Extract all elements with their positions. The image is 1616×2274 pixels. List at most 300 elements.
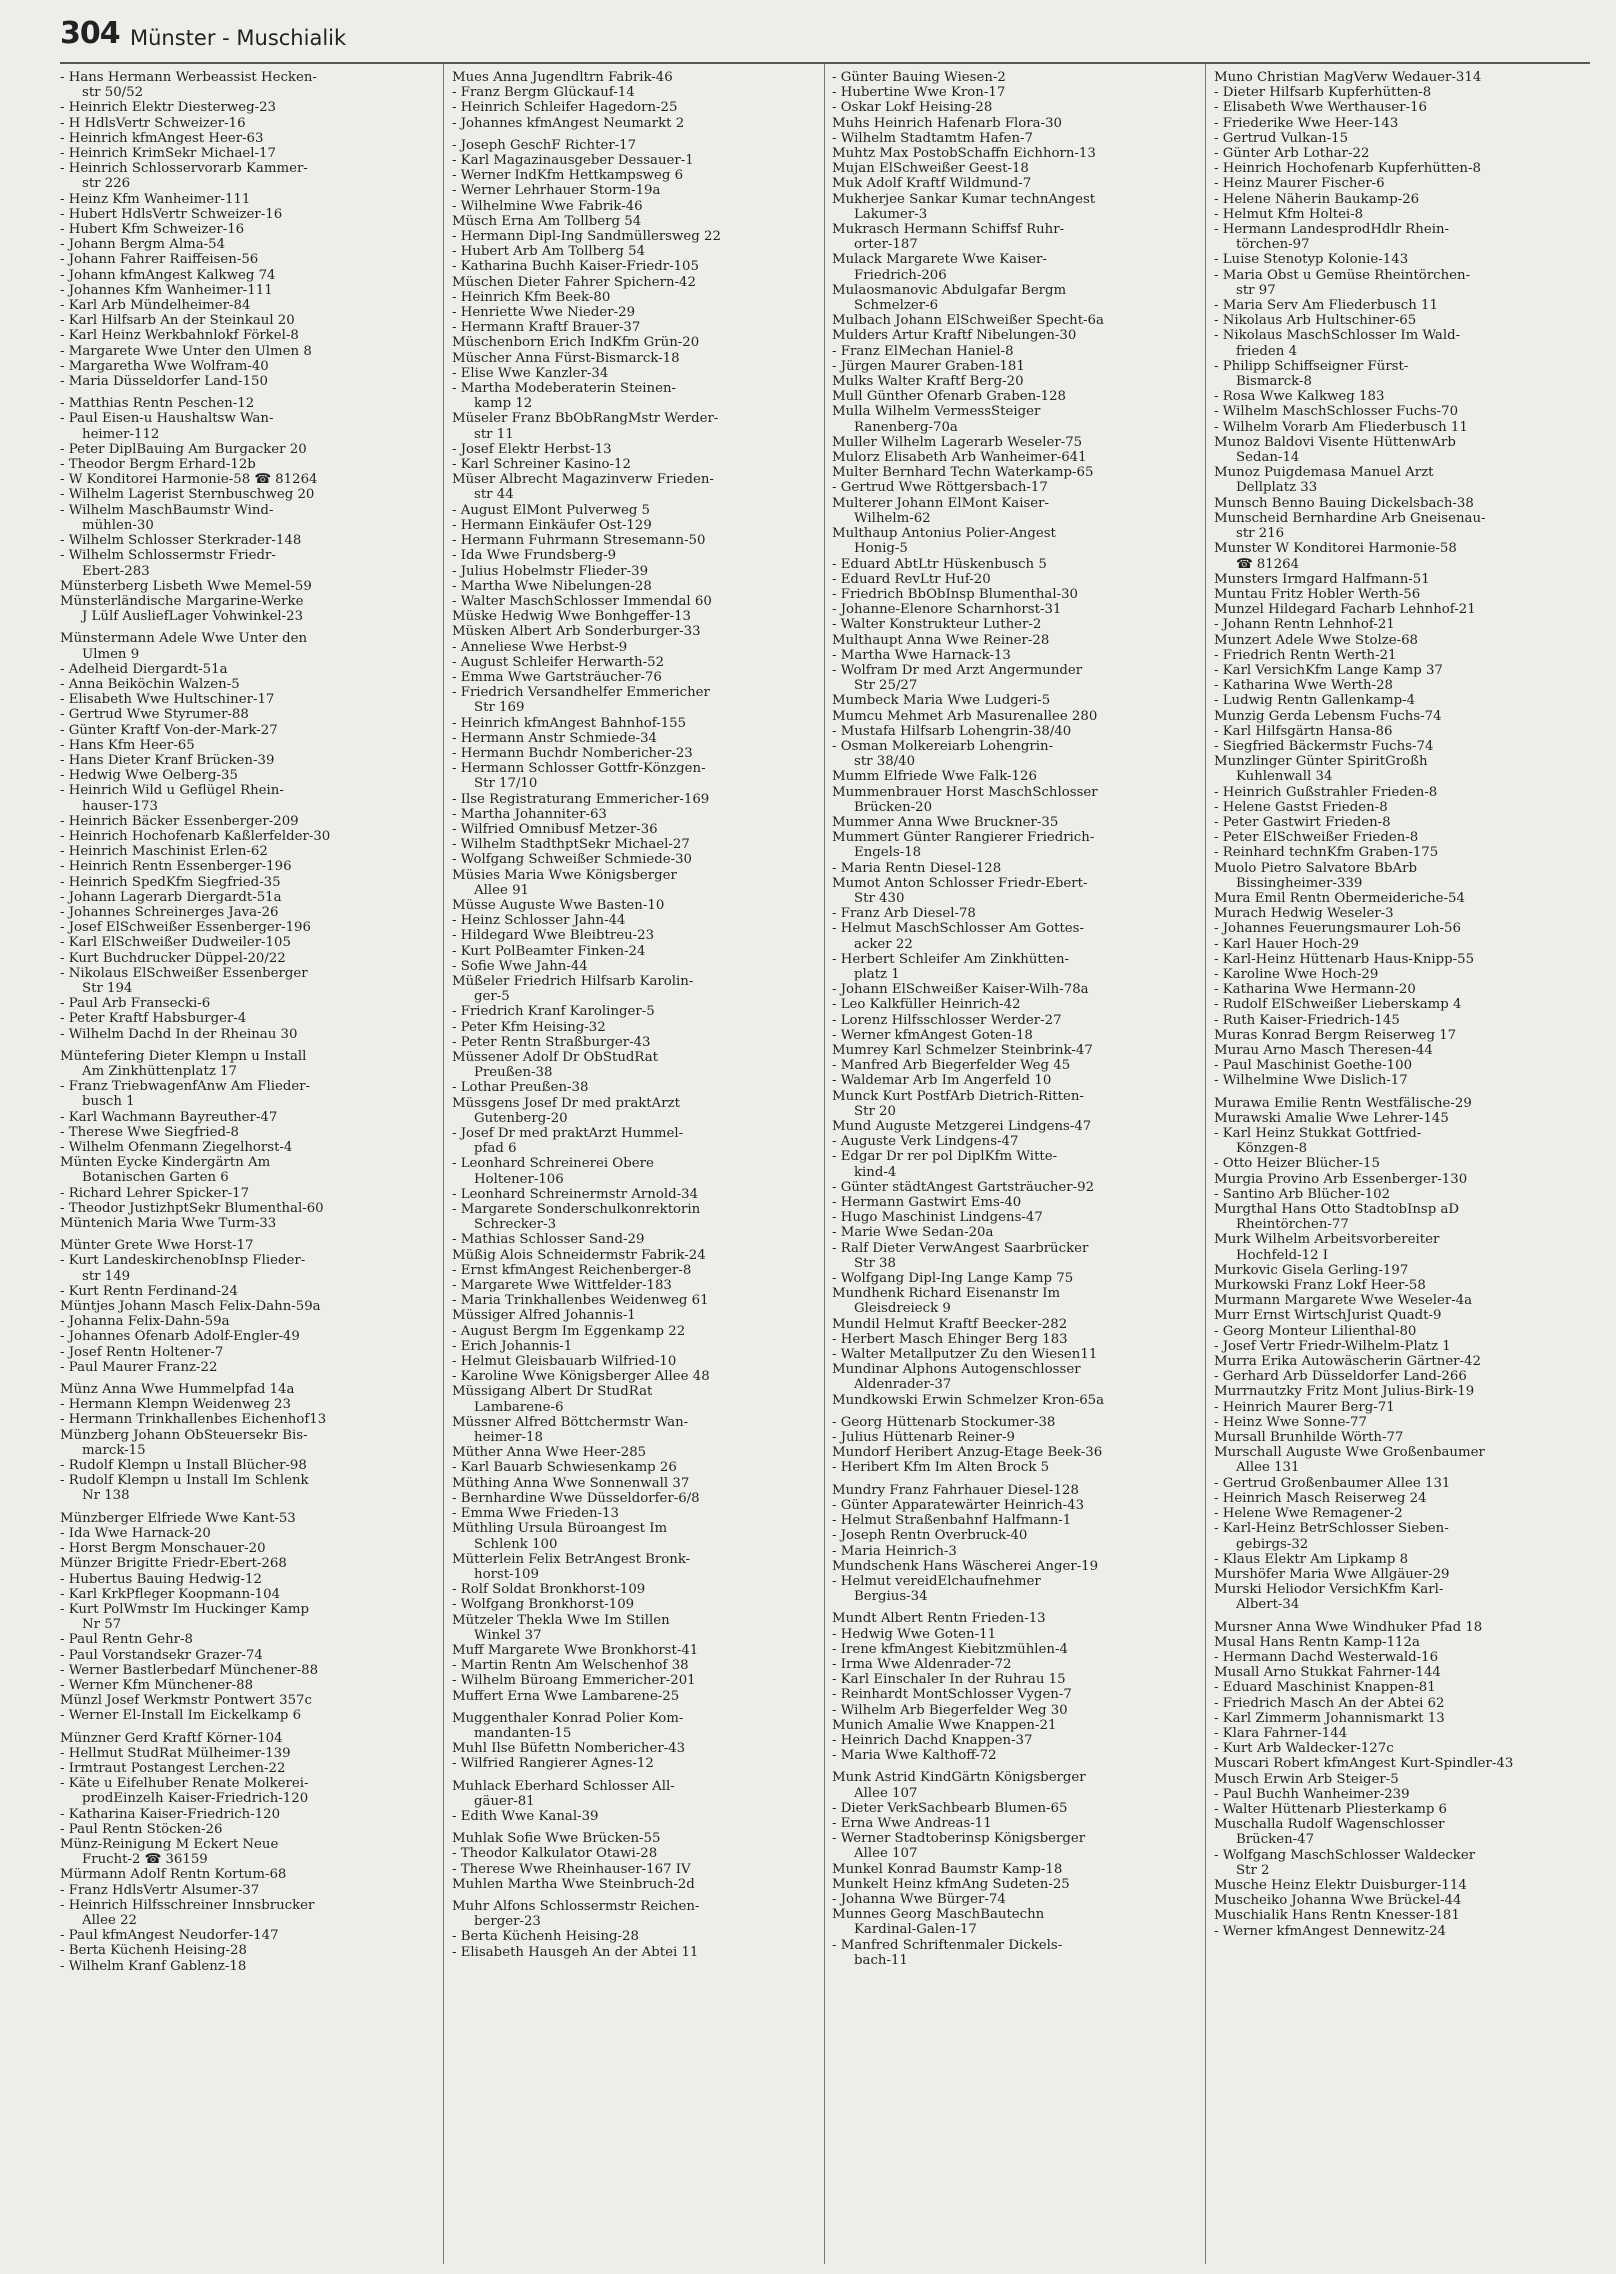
directory-entry: - Elise Wwe Kanzler-34 xyxy=(452,365,609,381)
directory-entry: Munoz Puigdemasa Manuel Arzt xyxy=(1214,465,1434,481)
directory-entry: - Karl Einschaler In der Ruhrau 15 xyxy=(832,1672,1066,1688)
directory-entry: Muffert Erna Wwe Lambarene-25 xyxy=(452,1688,680,1704)
directory-entry-continuation: pfad 6 xyxy=(474,1141,517,1157)
directory-entry: Müssgens Josef Dr med praktArzt xyxy=(452,1095,680,1111)
directory-entry: Muhlak Sofie Wwe Brücken-55 xyxy=(452,1831,661,1847)
directory-entry: - Bernhardine Wwe Düsseldorfer-6/8 xyxy=(452,1490,700,1506)
directory-entry: Müscher Anna Fürst-Bismarck-18 xyxy=(452,350,680,366)
directory-entry: Murau Arno Masch Theresen-44 xyxy=(1214,1043,1433,1058)
directory-entry: Murach Hedwig Weseler-3 xyxy=(1214,906,1394,922)
directory-entry-continuation: Preußen-38 xyxy=(474,1065,553,1081)
directory-entry: - Georg Hüttenarb Stockumer-38 xyxy=(832,1414,1056,1430)
directory-entry-continuation: Allee 131 xyxy=(1236,1460,1300,1476)
directory-entry: - Siegfried Bäckermstr Fuchs-74 xyxy=(1214,738,1434,754)
directory-entry: - Karl-Heinz Hüttenarb Haus-Knipp-55 xyxy=(1214,951,1475,967)
directory-entry: - Elisabeth Wwe Hultschiner-17 xyxy=(60,692,275,708)
directory-entry: Müschenborn Erich IndKfm Grün-20 xyxy=(452,335,700,351)
directory-entry: - Heinrich Masch Reiserweg 24 xyxy=(1214,1490,1427,1506)
directory-entry: - Heinrich Elektr Diesterweg-23 xyxy=(60,100,277,116)
directory-entry: Muno Christian MagVerw Wedauer-314 xyxy=(1214,70,1482,85)
directory-entry: - Walter MaschSchlosser Immendal 60 xyxy=(452,593,712,609)
directory-entry: - Franz TriebwagenfAnw Am Flieder- xyxy=(60,1079,311,1095)
directory-entry: Müssner Alfred Böttchermstr Wan- xyxy=(452,1414,689,1430)
directory-entry: - Ilse Registraturang Emmericher-169 xyxy=(452,791,710,807)
directory-entry: Mumbeck Maria Wwe Ludgeri-5 xyxy=(832,693,1051,709)
directory-entry: - Johann Bergm Alma-54 xyxy=(60,237,226,253)
directory-entry: - Mustafa Hilfsarb Lohengrin-38/40 xyxy=(832,723,1072,739)
directory-entry: - Rudolf Klempn u Install Im Schlenk xyxy=(60,1473,309,1489)
directory-entry: Müthing Anna Wwe Sonnenwall 37 xyxy=(452,1475,690,1491)
directory-entry-continuation: Hochfeld-12 I xyxy=(1236,1247,1329,1263)
directory-entry: Müntenich Maria Wwe Turm-33 xyxy=(60,1216,277,1232)
directory-entry: Mursner Anna Wwe Windhuker Pfad 18 xyxy=(1214,1619,1483,1635)
directory-entry: - Klaus Elektr Am Lipkamp 8 xyxy=(1214,1551,1409,1567)
directory-entry: - Julius Hüttenarb Reiner-9 xyxy=(832,1430,1015,1446)
directory-entry: - Berta Küchenh Heising-28 xyxy=(60,1943,247,1959)
directory-entry-continuation: Allee 107 xyxy=(854,1846,918,1862)
directory-entry-continuation: hauser-173 xyxy=(82,798,158,814)
directory-entry: Murski Heliodor VersichKfm Karl- xyxy=(1214,1582,1444,1598)
directory-entry: Mund Auguste Metzgerei Lindgens-47 xyxy=(832,1119,1092,1135)
directory-entry-continuation: Nr 57 xyxy=(82,1617,122,1633)
directory-entry: - Ernst kfmAngest Reichenberger-8 xyxy=(452,1262,692,1278)
directory-entry: Munkelt Heinz kfmAng Sudeten-25 xyxy=(832,1876,1070,1892)
directory-entry-continuation: Schrecker-3 xyxy=(474,1217,557,1233)
directory-entry: - Emma Wwe Gartsträucher-76 xyxy=(452,669,662,685)
directory-entry: - Karl Bauarb Schwiesenkamp 26 xyxy=(452,1460,677,1476)
directory-entry: Müssener Adolf Dr ObStudRat xyxy=(452,1050,659,1065)
directory-entry: - Wilhelm Lagerist Sternbuschweg 20 xyxy=(60,487,315,503)
directory-entry: - Katharina Buchh Kaiser-Friedr-105 xyxy=(452,259,699,275)
directory-entry: Müntjes Johann Masch Felix-Dahn-59a xyxy=(60,1299,321,1315)
directory-entry: - Theodor Kalkulator Otawi-28 xyxy=(452,1846,658,1862)
directory-entry: - Waldemar Arb Im Angerfeld 10 xyxy=(832,1073,1052,1089)
directory-entry: - Wolfgang Dipl-Ing Lange Kamp 75 xyxy=(832,1271,1074,1287)
directory-entry: - Franz Arb Diesel-78 xyxy=(832,906,976,922)
entry-gap xyxy=(60,624,438,631)
directory-entry-continuation: Str 38 xyxy=(854,1255,896,1271)
directory-entry: - Gertrud Wwe Styrumer-88 xyxy=(60,707,249,723)
directory-entry: - Anneliese Wwe Herbst-9 xyxy=(452,639,628,655)
directory-entry: Mulks Walter Kraftf Berg-20 xyxy=(832,374,1024,390)
directory-entry-continuation: Ulmen 9 xyxy=(82,646,140,662)
directory-entry: Mundorf Heribert Anzug-Etage Beek-36 xyxy=(832,1445,1103,1461)
directory-entry: - Hermann Schlosser Gottfr-Könzgen- xyxy=(452,761,706,777)
directory-entry: Mundhenk Richard Eisenanstr Im xyxy=(832,1286,1061,1302)
directory-entry: - Friedrich BbObInsp Blumenthal-30 xyxy=(832,586,1078,602)
directory-entry: - Hildegard Wwe Bleibtreu-23 xyxy=(452,928,655,944)
directory-entry: - Hans Hermann Werbeassist Hecken- xyxy=(60,70,317,85)
directory-entry: - Johann Fahrer Raiffeisen-56 xyxy=(60,252,259,268)
directory-entry: - Dieter Hilfsarb Kupferhütten-8 xyxy=(1214,85,1432,101)
directory-entry: Murrnautzky Fritz Mont Julius-Birk-19 xyxy=(1214,1384,1475,1400)
directory-entry-continuation: Allee 22 xyxy=(82,1912,137,1928)
directory-entry: - Johann Lagerarb Diergardt-51a xyxy=(60,889,282,905)
directory-entry-continuation: J Lülf AusliefLager Vohwinkel-23 xyxy=(82,609,304,625)
directory-entry: - Margarete Sonderschulkonrektorin xyxy=(452,1202,701,1218)
directory-entry: - August Bergm Im Eggenkamp 22 xyxy=(452,1323,686,1339)
directory-entry: - Werner kfmAngest Goten-18 xyxy=(832,1027,1033,1043)
directory-entry-continuation: str 38/40 xyxy=(854,754,916,770)
directory-entry: Munscheid Bernhardine Arb Gneisenau- xyxy=(1214,510,1486,526)
directory-entry-continuation: frieden 4 xyxy=(1236,343,1298,359)
directory-entry: - Josef Rentn Holtener-7 xyxy=(60,1344,224,1360)
directory-entry-continuation: Frucht-2 ☎ 36159 xyxy=(82,1852,208,1868)
directory-entry: Mundschenk Hans Wäscherei Anger-19 xyxy=(832,1558,1099,1574)
directory-entry: Murshöfer Maria Wwe Allgäuer-29 xyxy=(1214,1566,1450,1582)
directory-entry: - Ludwig Rentn Gallenkamp-4 xyxy=(1214,693,1416,709)
directory-entry-continuation: Brücken-47 xyxy=(1236,1832,1315,1848)
directory-entry: - Franz Bergm Glückauf-14 xyxy=(452,85,635,101)
directory-entry: - Wolfgang Bronkhorst-109 xyxy=(452,1597,635,1613)
directory-entry: Münz Anna Wwe Hummelpfad 14a xyxy=(60,1382,295,1398)
directory-entry: - Nikolaus Arb Hultschiner-65 xyxy=(1214,313,1417,329)
directory-entry: - Hans Dieter Kranf Brücken-39 xyxy=(60,752,275,768)
directory-entry: Muff Margarete Wwe Bronkhorst-41 xyxy=(452,1642,699,1658)
directory-entry: - Hermann Fuhrmann Stresemann-50 xyxy=(452,533,706,549)
directory-entry: Mundt Albert Rentn Frieden-13 xyxy=(832,1611,1046,1627)
directory-entry: - Hubert Kfm Schweizer-16 xyxy=(60,222,245,238)
directory-entry: - Hermann LandesprodHdlr Rhein- xyxy=(1214,222,1450,238)
directory-entry: Mulders Artur Kraftf Nibelungen-30 xyxy=(832,328,1077,344)
directory-entry: - Ida Wwe Harnack-20 xyxy=(60,1525,211,1541)
directory-entry: - Karl Hauer Hoch-29 xyxy=(1214,936,1359,952)
directory-entry: - Helmut Straßenbahnf Halfmann-1 xyxy=(832,1513,1072,1529)
directory-entry: - Johann Rentn Lehnhof-21 xyxy=(1214,617,1395,633)
directory-entry: - Katharina Wwe Hermann-20 xyxy=(1214,982,1416,998)
directory-entry: Münzberger Elfriede Wwe Kant-53 xyxy=(60,1510,296,1526)
directory-entry: Muhr Alfons Schlossermstr Reichen- xyxy=(452,1898,700,1914)
directory-entry: - Karl Zimmerm Johannismarkt 13 xyxy=(1214,1710,1445,1726)
directory-entry: - Helmut Kfm Holtei-8 xyxy=(1214,206,1364,222)
column-divider xyxy=(1205,64,1206,2264)
directory-entry: - Hermann Einkäufer Ost-129 xyxy=(452,517,652,533)
directory-entry-continuation: Str 25/27 xyxy=(854,678,918,694)
directory-entry: Münzberg Johann ObSteuersekr Bis- xyxy=(60,1427,308,1443)
directory-entry: Muhlen Martha Wwe Steinbruch-2d xyxy=(452,1876,695,1892)
directory-entry: - Santino Arb Blücher-102 xyxy=(1214,1186,1391,1202)
directory-entry: Munzig Gerda Lebensm Fuchs-74 xyxy=(1214,708,1442,724)
directory-entry: - Leo Kalkfüller Heinrich-42 xyxy=(832,997,1021,1013)
directory-entry: - Georg Monteur Lilienthal-80 xyxy=(1214,1323,1417,1339)
directory-entry-continuation: Winkel 37 xyxy=(474,1627,542,1643)
directory-entry: - Wilfried Rangierer Agnes-12 xyxy=(452,1756,654,1772)
directory-entry: - Paul kfmAngest Neudorfer-147 xyxy=(60,1928,279,1944)
entry-gap xyxy=(60,1504,438,1511)
directory-entry-continuation: Friedrich-206 xyxy=(854,267,947,283)
directory-entry: Musch Erwin Arb Steiger-5 xyxy=(1214,1771,1399,1787)
directory-entry-continuation: str 11 xyxy=(474,426,514,442)
directory-entry: - Elisabeth Hausgeh An der Abtei 11 xyxy=(452,1944,699,1960)
directory-entry: Munnes Georg MaschBautechn xyxy=(832,1907,1045,1923)
directory-entry: - Theodor JustizhptSekr Blumenthal-60 xyxy=(60,1200,324,1216)
directory-entry: - Heinrich Bäcker Essenberger-209 xyxy=(60,813,299,829)
directory-entry: - Klara Fahrner-144 xyxy=(1214,1725,1348,1741)
directory-entry: - Richard Lehrer Spicker-17 xyxy=(60,1185,250,1201)
directory-entry: Murra Erika Autowäscherin Gärtner-42 xyxy=(1214,1354,1481,1370)
directory-entry: - Horst Bergm Monschauer-20 xyxy=(60,1541,266,1557)
directory-entry: Müther Anna Wwe Heer-285 xyxy=(452,1445,647,1461)
directory-entry: - Maria Heinrich-3 xyxy=(832,1543,957,1559)
directory-entry: - Erna Wwe Andreas-11 xyxy=(832,1815,992,1831)
directory-entry: Müschen Dieter Fahrer Spichern-42 xyxy=(452,274,696,290)
directory-entry: Munich Amalie Wwe Knappen-21 xyxy=(832,1717,1057,1733)
directory-entry: - Walter Metallputzer Zu den Wiesen11 xyxy=(832,1347,1098,1363)
directory-entry-continuation: Allee 107 xyxy=(854,1785,918,1801)
directory-entry: Mumrey Karl Schmelzer Steinbrink-47 xyxy=(832,1043,1093,1058)
directory-entry: - Hellmut StudRat Mülheimer-139 xyxy=(60,1745,291,1761)
directory-entry: - Eduard Maschinist Knappen-81 xyxy=(1214,1680,1436,1696)
directory-entry: Munzert Adele Wwe Stolze-68 xyxy=(1214,632,1419,648)
directory-entry: Müßeler Friedrich Hilfsarb Karolin- xyxy=(452,973,694,989)
directory-entry: - Peter Kraftf Habsburger-4 xyxy=(60,1011,247,1027)
directory-entry-continuation: Albert-34 xyxy=(1236,1597,1300,1613)
directory-entry: - Anna Beiköchin Walzen-5 xyxy=(60,676,240,692)
directory-entry: - Heinrich Hochofenarb Kaßlerfelder-30 xyxy=(60,828,331,844)
directory-entry-continuation: gäuer-81 xyxy=(474,1793,535,1809)
directory-entry: - Martha Wwe Harnack-13 xyxy=(832,647,1011,663)
directory-entry: - Josef ElSchweißer Essenberger-196 xyxy=(60,920,311,936)
directory-entry: - Kurt PolBeamter Finken-24 xyxy=(452,943,646,959)
directory-entry: Mumcu Mehmet Arb Masurenallee 280 xyxy=(832,708,1098,724)
running-title: Münster - Muschialik xyxy=(130,26,347,50)
directory-entry: Munsch Benno Bauing Dickelsbach-38 xyxy=(1214,495,1474,511)
directory-entry: Müsken Albert Arb Sonderburger-33 xyxy=(452,624,701,640)
directory-entry: Müssiger Alfred Johannis-1 xyxy=(452,1308,636,1324)
directory-entry: Münsterberg Lisbeth Wwe Memel-59 xyxy=(60,578,312,594)
directory-entry-continuation: str 149 xyxy=(82,1268,131,1284)
directory-entry: - Gertrud Großenbaumer Allee 131 xyxy=(1214,1475,1451,1491)
directory-entry: - Wilhelm StadthptSekr Michael-27 xyxy=(452,837,690,853)
directory-entry: - Hubert Arb Am Tollberg 54 xyxy=(452,244,646,260)
directory-entry: - Werner IndKfm Hettkampsweg 6 xyxy=(452,168,684,184)
directory-entry: Murr Ernst WirtschJurist Quadt-9 xyxy=(1214,1308,1442,1324)
directory-entry: Mulbach Johann ElSchweißer Specht-6a xyxy=(832,313,1104,329)
directory-entry: - Paul Arb Fransecki-6 xyxy=(60,996,211,1012)
directory-entry: - Rudolf Klempn u Install Blücher-98 xyxy=(60,1458,307,1474)
directory-entry: - Oskar Lokf Heising-28 xyxy=(832,100,993,116)
entry-gap xyxy=(60,1375,438,1382)
directory-entry: - Leonhard Schreinermstr Arnold-34 xyxy=(452,1186,699,1202)
directory-entry: - Katharina Kaiser-Friedrich-120 xyxy=(60,1806,281,1822)
directory-entry: - Wilhelm Schlosser Sterkrader-148 xyxy=(60,533,302,549)
directory-entry: Muggenthaler Konrad Polier Kom- xyxy=(452,1710,684,1726)
directory-entry: Munzlinger Günter SpiritGroßh xyxy=(1214,754,1428,770)
directory-entry: - Kurt LandeskirchenobInsp Flieder- xyxy=(60,1253,306,1269)
directory-entry: - Paul Vorstandsekr Grazer-74 xyxy=(60,1647,263,1663)
directory-entry: - Friedrich Versandhelfer Emmericher xyxy=(452,685,710,701)
directory-entry: Muolo Pietro Salvatore BbArb xyxy=(1214,860,1417,876)
directory-entry: - Lorenz Hilfsschlosser Werder-27 xyxy=(832,1012,1062,1028)
directory-entry-continuation: Lakumer-3 xyxy=(854,206,928,222)
directory-entry-continuation: str 50/52 xyxy=(82,85,144,101)
directory-entry: - Manfred Arb Biegerfelder Weg 45 xyxy=(832,1058,1071,1074)
directory-entry: Munk Astrid KindGärtn Königsberger xyxy=(832,1770,1086,1786)
directory-entry: - Walter Konstrukteur Luther-2 xyxy=(832,617,1042,633)
directory-entry-continuation: Könzgen-8 xyxy=(1236,1141,1308,1157)
directory-entry: Müsies Maria Wwe Königsberger xyxy=(452,867,677,883)
directory-entry: Münter Grete Wwe Horst-17 xyxy=(60,1238,254,1254)
directory-entry: - Karl Heinz Stukkat Gottfried- xyxy=(1214,1126,1422,1142)
entry-gap xyxy=(60,1042,438,1049)
directory-entry: - Heinrich kfmAngest Heer-63 xyxy=(60,130,264,146)
directory-entry: Mukherjee Sankar Kumar technAngest xyxy=(832,191,1096,207)
entry-gap xyxy=(452,1772,830,1779)
directory-entry: Mummer Anna Wwe Bruckner-35 xyxy=(832,814,1059,830)
directory-entry: - Philipp Schiffseigner Fürst- xyxy=(1214,358,1409,374)
directory-entry-continuation: mühlen-30 xyxy=(82,517,154,533)
directory-entry: - Paul Maschinist Goethe-100 xyxy=(1214,1058,1413,1074)
directory-entry-continuation: Str 20 xyxy=(854,1103,896,1119)
directory-entry: - Günter Bauing Wiesen-2 xyxy=(832,70,1006,85)
directory-entry: - Leonhard Schreinerei Obere xyxy=(452,1156,654,1172)
directory-entry: - Therese Wwe Rheinhauser-167 IV xyxy=(452,1861,691,1877)
directory-entry-continuation: Schmelzer-6 xyxy=(854,298,939,314)
directory-entry: - Peter DiplBauing Am Burgacker 20 xyxy=(60,441,307,457)
directory-entry: Munkel Konrad Baumstr Kamp-18 xyxy=(832,1861,1063,1877)
directory-entry: - Johanna Felix-Dahn-59a xyxy=(60,1314,230,1330)
directory-entry: Multerer Johann ElMont Kaiser- xyxy=(832,495,1050,511)
directory-entry: Murk Wilhelm Arbeitsvorbereiter xyxy=(1214,1232,1440,1248)
directory-entry: - Günter städtAngest Gartsträucher-92 xyxy=(832,1179,1095,1195)
directory-entry-continuation: heimer-18 xyxy=(474,1430,543,1446)
directory-entry-continuation: Str 17/10 xyxy=(474,776,538,792)
directory-entry: - Heinz Schlosser Jahn-44 xyxy=(452,913,626,929)
column-divider xyxy=(443,64,444,2264)
directory-entry: Müthling Ursula Büroangest Im xyxy=(452,1521,668,1537)
directory-entry-continuation: Schlenk 100 xyxy=(474,1536,558,1552)
directory-entry: - Irma Wwe Aldenrader-72 xyxy=(832,1656,1012,1672)
directory-entry-continuation: Ranenberg-70a xyxy=(854,419,958,435)
directory-entry: Mulack Margarete Wwe Kaiser- xyxy=(832,252,1047,268)
entry-gap xyxy=(60,1724,438,1731)
directory-entry: - Edgar Dr rer pol DiplKfm Witte- xyxy=(832,1149,1058,1165)
directory-entry: - Heinz Kfm Wanheimer-111 xyxy=(60,191,251,207)
directory-entry: Muller Wilhelm Lagerarb Weseler-75 xyxy=(832,434,1083,450)
directory-entry: - Gerhard Arb Düsseldorfer Land-266 xyxy=(1214,1369,1467,1385)
directory-entry-continuation: Bergius-34 xyxy=(854,1589,928,1605)
directory-entry: - Heinrich SpedKfm Siegfried-35 xyxy=(60,874,281,890)
directory-entry: - Martin Rentn Am Welschenhof 38 xyxy=(452,1658,689,1674)
directory-entry-continuation: Rheintörchen-77 xyxy=(1236,1217,1349,1233)
directory-entry: - Hermann Trinkhallenbes Eichenhof13 xyxy=(60,1412,327,1428)
column-4 xyxy=(1214,70,1592,2265)
directory-entry: - Heinrich Schleifer Hagedorn-25 xyxy=(452,100,678,116)
directory-entry: - Heinz Wwe Sonne-77 xyxy=(1214,1414,1367,1430)
directory-entry: - Kurt PolWmstr Im Huckinger Kamp xyxy=(60,1601,310,1617)
directory-entry: Mujan ElSchweißer Geest-18 xyxy=(832,161,1029,177)
directory-entry: - Hedwig Wwe Oelberg-35 xyxy=(60,768,238,784)
directory-entry: - Johannes Feuerungsmaurer Loh-56 xyxy=(1214,921,1461,937)
directory-entry: - Jürgen Maurer Graben-181 xyxy=(832,358,1025,374)
directory-entry: - Maria Obst u Gemüse Rheintörchen- xyxy=(1214,267,1471,283)
directory-entry: - Irmtraut Postangest Lerchen-22 xyxy=(60,1760,286,1776)
directory-entry: - Nikolaus MaschSchlosser Im Wald- xyxy=(1214,328,1461,344)
directory-entry-continuation: prodEinzelh Kaiser-Friedrich-120 xyxy=(82,1791,309,1807)
directory-entry: - Joseph GeschF Richter-17 xyxy=(452,137,637,153)
directory-entry: - Heinrich Maschinist Erlen-62 xyxy=(60,844,268,860)
directory-entry: - Johann ElSchweißer Kaiser-Wilh-78a xyxy=(832,982,1089,998)
directory-entry: Murkovic Gisela Gerling-197 xyxy=(1214,1262,1409,1278)
directory-entry: - Reinhard technKfm Graben-175 xyxy=(1214,845,1439,861)
directory-entry: Mues Anna Jugendltrn Fabrik-46 xyxy=(452,70,673,85)
directory-entry-continuation: Aldenrader-37 xyxy=(854,1377,952,1393)
directory-entry: - Josef Dr med praktArzt Hummel- xyxy=(452,1126,684,1142)
directory-entry: - Luise Stenotyp Kolonie-143 xyxy=(1214,252,1409,268)
entry-gap xyxy=(60,1231,438,1238)
directory-entry: Murkowski Franz Lokf Heer-58 xyxy=(1214,1278,1426,1294)
column-2 xyxy=(452,70,830,2265)
directory-entry: Muk Adolf Kraftf Wildmund-7 xyxy=(832,176,1032,192)
directory-entry: - Rosa Wwe Kalkweg 183 xyxy=(1214,389,1385,405)
directory-entry: - Joseph Rentn Overbruck-40 xyxy=(832,1528,1028,1544)
directory-entry: - Hugo Maschinist Lindgens-47 xyxy=(832,1210,1043,1226)
directory-entry: - Werner Bastlerbedarf Münchener-88 xyxy=(60,1662,319,1678)
column-divider xyxy=(824,64,825,2264)
directory-entry: Mürmann Adolf Rentn Kortum-68 xyxy=(60,1867,287,1883)
directory-entry: - Wilhelm Stadtamtm Hafen-7 xyxy=(832,130,1033,146)
directory-entry: Münzl Josef Werkmstr Pontwert 357c xyxy=(60,1693,312,1709)
directory-entry-continuation: str 226 xyxy=(82,176,131,192)
directory-entry: - Mathias Schlosser Sand-29 xyxy=(452,1232,645,1248)
directory-entry: Munck Kurt PostfArb Dietrich-Ritten- xyxy=(832,1088,1084,1104)
directory-entry-continuation: str 97 xyxy=(1236,282,1276,298)
directory-entry: - Osman Molkereiarb Lohengrin- xyxy=(832,738,1054,754)
directory-entry: Müsch Erna Am Tollberg 54 xyxy=(452,213,642,229)
directory-entry: - Hermann Klempn Weidenweg 23 xyxy=(60,1397,291,1413)
directory-entry-continuation: Brücken-20 xyxy=(854,799,933,815)
directory-entry: Mumot Anton Schlosser Friedr-Ebert- xyxy=(832,875,1088,891)
directory-entry: Mura Emil Rentn Obermeiderichе-54 xyxy=(1214,890,1465,906)
directory-entry-continuation: platz 1 xyxy=(854,966,900,982)
directory-entry: Mundry Franz Fahrhauer Diesel-128 xyxy=(832,1482,1079,1498)
directory-entry: - Peter Kfm Heising-32 xyxy=(452,1019,606,1035)
directory-entry: - Katharina Wwe Werth-28 xyxy=(1214,678,1394,694)
directory-entry: - Walter Hüttenarb Pliesterkamp 6 xyxy=(1214,1801,1448,1817)
directory-entry: Muhl Ilse Büfettn Nombericher-43 xyxy=(452,1741,686,1757)
directory-entry: - Maria Wwe Kalthoff-72 xyxy=(832,1748,997,1764)
directory-entry: - Erich Johannis-1 xyxy=(452,1338,573,1354)
directory-entry: - Hubertine Wwe Kron-17 xyxy=(832,85,1006,101)
directory-entry: - Heinrich Dachd Knappen-37 xyxy=(832,1732,1033,1748)
directory-entry: - Wilhelm MaschSchlosser Fuchs-70 xyxy=(1214,404,1459,420)
directory-entry: - Berta Küchenh Heising-28 xyxy=(452,1929,639,1945)
directory-entry: Muscheiko Johanna Wwe Brückel-44 xyxy=(1214,1893,1462,1909)
directory-entry: Mummenbrauer Horst MaschSchlosser xyxy=(832,784,1098,800)
directory-entry: - Hermann Buchdr Nombericher-23 xyxy=(452,745,693,761)
directory-entry: - Rudolf ElSchweißer Lieberskamp 4 xyxy=(1214,997,1462,1013)
entry-gap xyxy=(452,1892,830,1899)
directory-entry-continuation: Dellplatz 33 xyxy=(1236,480,1318,496)
directory-entry: Münzer Brigitte Friedr-Ebert-268 xyxy=(60,1556,287,1572)
directory-entry: - Margaretha Wwe Wolfram-40 xyxy=(60,358,269,374)
directory-entry: - Henriette Wwe Nieder-29 xyxy=(452,305,636,321)
directory-entry: - Karoline Wwe Königsberger Allee 48 xyxy=(452,1369,710,1385)
directory-entry-continuation: mandanten-15 xyxy=(474,1725,572,1741)
directory-entry: - Heinrich Hochofenarb Kupferhütten-8 xyxy=(1214,161,1481,177)
directory-entry: - Karl Magazinausgeber Dessauer-1 xyxy=(452,153,694,169)
directory-entry-continuation: berger-23 xyxy=(474,1914,541,1930)
directory-entry-continuation: Str 194 xyxy=(82,980,133,996)
directory-entry: - Helmut Gleisbauarb Wilfried-10 xyxy=(452,1354,677,1370)
directory-entry-continuation: Kardinal-Galen-17 xyxy=(854,1922,977,1938)
directory-entry: - Wilhelm MaschBaumstr Wind- xyxy=(60,502,274,518)
entry-gap xyxy=(832,1476,1210,1483)
directory-entry-continuation: str 44 xyxy=(474,487,514,503)
directory-entry: - Heinrich Wild u Geflügel Rhein- xyxy=(60,783,284,799)
directory-entry: Murmann Margarete Wwe Weseler-4a xyxy=(1214,1293,1473,1309)
directory-entry: Multhaup Antonius Polier-Angest xyxy=(832,526,1056,542)
